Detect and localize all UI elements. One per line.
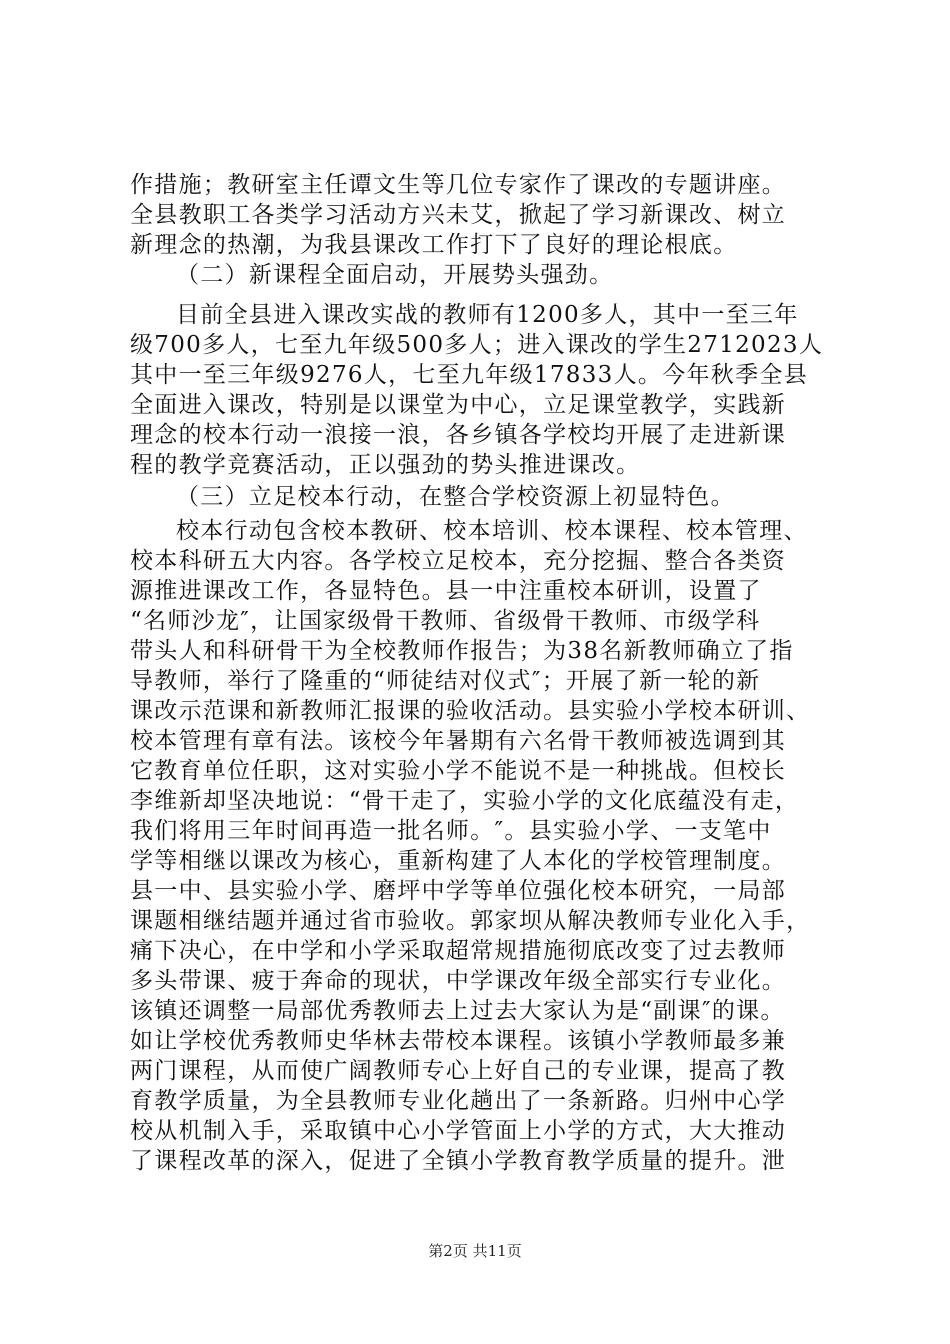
text-line: “名师沙龙″，让国家级骨干教师、省级骨干教师、市级学科 (130, 608, 761, 634)
text-line: 如让学校优秀教师史华林去带校本课程。该镇小学教师最多兼 (130, 1028, 787, 1054)
text-line: 校本管理有章有法。该校今年暑期有六名骨干教师被选调到其 (130, 728, 787, 754)
section-heading: （三）立足校本行动，在整合学校资源上初显特色。 (176, 484, 735, 510)
text-line: 新理念的热潮，为我县课改工作打下了良好的理论根底。 (130, 232, 738, 258)
text-line: 我们将用三年时间再造一批名师。″。县实验小学、一支笔中 (130, 818, 772, 844)
text-line: 作措施；教研室主任谭文生等几位专家作了课改的专题讲座。 (130, 172, 787, 198)
text-line: 李维新却坚决地说：“骨干走了，实验小学的文化底蕴没有走， (130, 788, 800, 814)
text-line: 程的教学竞赛活动，正以强劲的势头推进课改。 (130, 452, 641, 478)
text-line: 课改示范课和新教师汇报课的验收活动。县实验小学校本研训、 (130, 698, 811, 724)
text-line: 该镇还调整一局部优秀教师去上过去大家认为是“副课″的课。 (130, 998, 785, 1024)
text-line: 理念的校本行动一浪接一浪，各乡镇各学校均开展了走进新课 (130, 422, 787, 448)
text-line: 带头人和科研骨干为全校教师作报告；为38名新教师确立了指 (130, 638, 794, 664)
text-line: 了课程改革的深入，促进了全镇小学教育教学质量的提升。泄 (130, 1148, 787, 1174)
text-line: 全县教职工各类学习活动方兴未艾，掀起了学习新课改、树立 (130, 202, 787, 228)
text-line: 目前全县进入课改实战的教师有1200多人，其中一至三年 (176, 302, 799, 328)
text-line: 课题相继结题并通过省市验收。郭家坝从解决教师专业化入手， (130, 908, 811, 934)
text-line: 育教学质量，为全县教师专业化趟出了一条新路。归州中心学 (130, 1088, 787, 1114)
text-line: 其中一至三年级9276人，七至九年级17833人。今年秋季全县 (130, 362, 808, 388)
text-line: 学等相继以课改为核心，重新构建了人本化的学校管理制度。 (130, 848, 787, 874)
text-line: 它教育单位任职，这对实验小学不能说不是一种挑战。但校长 (130, 758, 787, 784)
text-line: 源推进课改工作，各显特色。县一中注重校本研训，设置了 (130, 578, 762, 604)
section-heading: （二）新课程全面启动，开展势头强劲。 (176, 262, 614, 288)
page-number-footer: 第2页 共11页 (428, 1242, 522, 1260)
text-line: 校本行动包含校本教研、校本培训、校本课程、校本管理、 (176, 518, 808, 544)
text-line: 级700多人，七至九年级500多人；进入课改的学生2712023人 (130, 332, 824, 358)
text-line: 校本科研五大内容。各学校立足校本，充分挖掘、整合各类资 (130, 548, 787, 574)
text-line: 两门课程，从而使广阔教师专心上好自己的专业课，提高了教 (130, 1058, 787, 1084)
text-line: 痛下决心，在中学和小学采取超常规措施彻底改变了过去教师 (130, 938, 787, 964)
text-line: 全面进入课改，特别是以课堂为中心，立足课堂教学，实践新 (130, 392, 787, 418)
text-line: 县一中、县实验小学、磨坪中学等单位强化校本研究，一局部 (130, 878, 787, 904)
text-line: 校从机制入手，采取镇中心小学管面上小学的方式，大大推动 (130, 1118, 787, 1144)
text-line: 导教师，举行了隆重的“师徒结对仪式″；开展了新一轮的新 (130, 668, 761, 694)
text-line: 多头带课、疲于奔命的现状，中学课改年级全部实行专业化。 (130, 968, 787, 994)
